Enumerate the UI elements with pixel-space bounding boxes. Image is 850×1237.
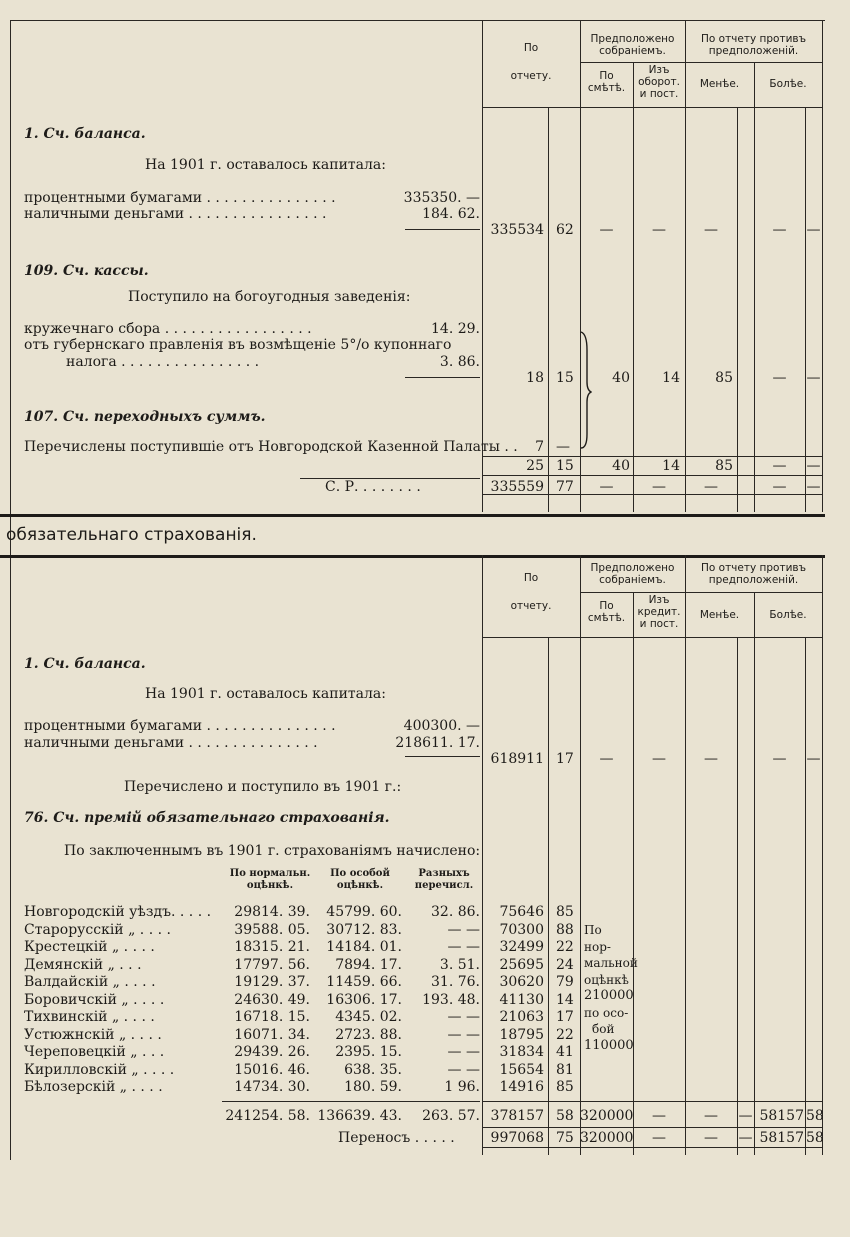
uezd-rub: 75646 — [499, 904, 544, 920]
s2-total-main-smeta: — — [599, 751, 614, 767]
totals-kop: 58 — [556, 1108, 574, 1124]
uezd-osob: 30712. 83. — [326, 921, 402, 938]
perenos-rub: 997068 — [490, 1130, 544, 1146]
account-76-title: 76. Сч. премій обязательнаго страхованія. — [24, 810, 390, 826]
uezd-raz: — — — [447, 1061, 480, 1078]
col-raz-header: Разныхъ перечисл. — [414, 868, 474, 891]
uezd-norm: 16071. 34. — [234, 1026, 310, 1043]
total-main-smeta: — — [599, 222, 614, 238]
uezd-name: Старорусскій „ . . . . — [24, 921, 171, 938]
perenos-bolee-rub: 58157 — [759, 1130, 804, 1146]
section-banner — [0, 514, 825, 558]
s2-row-dengi-value: 218611. 17. — [395, 735, 480, 751]
subtotal-oborot: 14 — [662, 458, 680, 474]
sr-last: — — [806, 479, 821, 495]
row-dengi-label: наличными деньгами . . . . . . . . . . . . . . . . — [24, 206, 327, 222]
uezd-raz: — — — [447, 1026, 480, 1043]
perenos-bolee-kop: 58 — [806, 1130, 824, 1146]
total-109-last: — — [806, 370, 821, 386]
subtotal-smeta: 40 — [612, 458, 630, 474]
perenos-label: Переносъ . . . . . — [338, 1130, 455, 1146]
subtotal-menee: 85 — [715, 458, 733, 474]
totals-raz: 263. 57. — [422, 1108, 480, 1124]
totals-kredit: — — [652, 1108, 666, 1124]
uezd-name: Череповецкій „ . . . — [24, 1044, 165, 1060]
row-bumagi-value: 335350. — — [403, 190, 480, 206]
sr-kop: 77 — [556, 479, 574, 495]
s2-col-header-iz-kredit: Изъ кредит. и пост. — [637, 594, 681, 630]
uezd-norm: 19129. 37. — [234, 974, 310, 990]
col-header-po: По — [523, 42, 539, 54]
s2-sum-rule — [405, 756, 480, 757]
totals-rub: 378157 — [490, 1108, 544, 1124]
uezd-raz: — — — [447, 921, 480, 938]
uezd-raz: — — — [447, 1009, 480, 1025]
uezd-osob: 7894. 17. — [335, 956, 402, 973]
sr-smeta: — — [599, 479, 614, 495]
totals-norm: 241254. 58. — [225, 1108, 310, 1124]
total-main-menee: — — [704, 222, 718, 238]
uezd-osob: 16306. 17. — [326, 991, 402, 1008]
sum-rule-109 — [405, 377, 480, 378]
uezd-name: Кирилловскій „ . . . . — [24, 1061, 175, 1078]
perenos-kop: 75 — [556, 1130, 574, 1146]
total-main-kop: 62 — [556, 222, 574, 238]
perenos-smeta: 320000 — [580, 1130, 634, 1146]
uezd-norm: 15016. 46. — [234, 1061, 310, 1078]
uezd-rub: 70300 — [499, 921, 544, 938]
s2-col-header-po-smete: По смѣтѣ. — [587, 600, 626, 624]
s2-col-header-predpolozheno: Предположено собраніемъ. — [590, 562, 675, 586]
uezd-kop: 41 — [556, 1044, 574, 1060]
s2-col-header-po: По — [523, 572, 539, 584]
perechisleno-heading: Перечислено и поступило въ 1901 г.: — [124, 779, 402, 795]
s2-totals-rule — [222, 1101, 480, 1102]
uezd-norm: 14734. 30. — [234, 1079, 310, 1095]
uezd-raz: — — — [447, 939, 480, 955]
col-header-menee: Менѣе. — [699, 78, 740, 90]
uezd-rub: 31834 — [499, 1044, 544, 1060]
uezd-kop: 81 — [556, 1061, 574, 1078]
s2-ostavalos-heading: На 1901 г. оставалось капитала: — [145, 686, 386, 702]
total-main-rub: 335534 — [490, 222, 544, 238]
uezd-kop: 17 — [556, 1009, 574, 1025]
uezd-rub: 18795 — [499, 1026, 544, 1043]
uezd-kop: 85 — [556, 1079, 574, 1095]
col-norm-header: По нормальн. оцѣнкѣ. — [229, 868, 311, 891]
totals-bolee-kop: 58 — [806, 1108, 824, 1124]
col-header-po-otchetu-protiv: По отчету противъ предположеній. — [700, 33, 807, 57]
uezd-norm: 18315. 21. — [234, 939, 310, 955]
sum-rule — [405, 229, 480, 230]
uezd-name: Новгородскій уѣздъ. . . . . — [24, 904, 212, 920]
s2-total-main-last: — — [806, 751, 821, 767]
uezd-rub: 32499 — [499, 939, 544, 955]
col-header-bolee: Болѣе. — [769, 78, 807, 90]
totals-menee-kop: — — [738, 1108, 753, 1124]
uezd-rub: 15654 — [499, 1061, 544, 1078]
subtotal-rub: 25 — [526, 458, 544, 474]
uezd-raz: 31. 76. — [431, 974, 480, 990]
sr-bolee: — — [772, 479, 787, 495]
totals-smeta: 320000 — [580, 1108, 634, 1124]
uezd-osob: 2395. 15. — [335, 1044, 402, 1060]
uezd-norm: 24630. 49. — [234, 991, 310, 1008]
sr-menee: — — [704, 479, 718, 495]
row-kruzh-label: кружечнаго сбора . . . . . . . . . . . . . . . . . — [24, 321, 312, 337]
smeta-note: По нор- мальной оцѣнкѣ 210000 по осо- бой 110000 — [584, 923, 638, 1053]
account-1-title: 1. Сч. баланса. — [24, 126, 146, 142]
s2-row-bumagi-value: 400300. — — [403, 718, 480, 734]
row-dengi-value: 184. 62. — [422, 206, 480, 222]
left-margin-rule — [10, 20, 11, 1160]
uezd-rub: 21063 — [499, 1009, 544, 1025]
uezd-name: Устюжнскій „ . . . . — [24, 1026, 162, 1043]
uezd-norm: 16718. 15. — [234, 1009, 310, 1025]
uezd-osob: 45799. 60. — [326, 904, 402, 920]
uezd-rub: 25695 — [499, 956, 544, 973]
row-kruzh-value: 14. 29. — [431, 321, 480, 337]
uezd-name: Тихвинскій „ . . . . — [24, 1009, 155, 1025]
uezd-rub: 41130 — [499, 991, 544, 1008]
uezd-norm: 29814. 39. — [234, 904, 310, 920]
totals-bolee-rub: 58157 — [759, 1108, 804, 1124]
uezd-raz: 193. 48. — [422, 991, 480, 1008]
s2-col-header-po-otchetu-protiv: По отчету противъ предположеній. — [700, 562, 807, 586]
uezd-kop: 14 — [556, 991, 574, 1008]
total-109-oborot: 14 — [662, 370, 680, 386]
subtotal-kop: 15 — [556, 458, 574, 474]
totals-osob: 136639. 43. — [317, 1108, 402, 1124]
account-109-title: 109. Сч. кассы. — [24, 263, 149, 279]
totals-menee: — — [704, 1108, 718, 1124]
uezd-name: Демянскій „ . . . — [24, 956, 142, 973]
uezd-name: Бѣлозерскій „ . . . . — [24, 1079, 163, 1095]
col-header-iz-oborot: Изъ оборот. и пост. — [638, 64, 680, 100]
uezd-kop: 22 — [556, 939, 574, 955]
uezd-name: Валдайскій „ . . . . — [24, 974, 156, 990]
postupilo-heading: Поступило на богоугодныя заведенія: — [128, 289, 411, 305]
uezd-osob: 638. 35. — [344, 1061, 402, 1078]
uezd-kop: 85 — [556, 904, 574, 920]
s2-total-main-kop: 17 — [556, 751, 574, 767]
row-perech-label: Перечислены поступившіе отъ Новгородской Казенной Палаты . . — [24, 439, 518, 455]
uezd-kop: 24 — [556, 956, 574, 973]
uezd-osob: 4345. 02. — [335, 1009, 402, 1025]
section-banner-title: обязательнаго страхованія. — [6, 525, 257, 545]
uezd-rub: 14916 — [499, 1079, 544, 1095]
sr-label: С. Р. . . . . . . . — [325, 479, 421, 495]
total-main-bolee: — — [772, 222, 787, 238]
uezd-kop: 88 — [556, 921, 574, 938]
account-107-title: 107. Сч. переходныхъ суммъ. — [24, 409, 266, 425]
total-109-bolee: — — [772, 370, 787, 386]
uezd-raz: 3. 51. — [439, 956, 480, 973]
uezd-osob: 11459. 66. — [326, 974, 402, 990]
col-header-otchetu: отчету. — [510, 70, 552, 82]
top-rule — [10, 20, 825, 21]
total-109-kop: 15 — [556, 370, 574, 386]
uezd-kop: 79 — [556, 974, 574, 990]
uezd-raz: — — — [447, 1044, 480, 1060]
uezd-norm: 17797. 56. — [234, 956, 310, 973]
sr-rub: 335559 — [490, 479, 544, 495]
s2-row-dengi-label: наличными деньгами . . . . . . . . . . . . . . . — [24, 735, 318, 751]
s2-total-main-bolee: — — [772, 751, 787, 767]
uezd-osob: 14184. 01. — [326, 939, 402, 955]
s2-col-header-otchetu: отчету. — [510, 600, 552, 612]
uezd-name: Боровичскій „ . . . . — [24, 991, 165, 1008]
total-109-smeta: 40 — [612, 370, 630, 386]
s2-row-bumagi-label: процентными бумагами . . . . . . . . . . . . . . . — [24, 718, 336, 734]
perenos-menee: — — [704, 1130, 718, 1146]
col-header-predpolozheno: Предположено собраніемъ. — [590, 33, 675, 57]
po-zakl-heading: По заключеннымъ въ 1901 г. страхованіямъ начислено: — [64, 843, 481, 859]
ostavalos-heading: На 1901 г. оставалось капитала: — [145, 157, 386, 173]
uezd-raz: 1 96. — [444, 1079, 480, 1095]
total-109-rub: 18 — [526, 370, 544, 386]
perenos-menee-kop: — — [738, 1130, 753, 1146]
row-gub-label-2: налога . . . . . . . . . . . . . . . . — [66, 354, 260, 370]
s2-col-header-bolee: Болѣе. — [769, 609, 807, 621]
sr-oborot: — — [652, 479, 666, 495]
row-perech-kop: — — [556, 439, 570, 455]
brace-mark — [578, 330, 592, 450]
total-main-oborot: — — [652, 222, 666, 238]
uezd-raz: 32. 86. — [431, 904, 480, 920]
col-osob-header: По особой оцѣнкѣ. — [330, 868, 390, 891]
col-header-po-smete: По смѣтѣ. — [587, 70, 626, 94]
row-gub-value: 3. 86. — [439, 354, 480, 370]
s2-total-main-rub: 618911 — [490, 751, 544, 767]
row-bumagi-label: процентными бумагами . . . . . . . . . . . . . . . — [24, 190, 336, 206]
total-109-menee: 85 — [715, 370, 733, 386]
row-perech-rub: 7 — [535, 439, 544, 455]
total-main-last: — — [806, 222, 821, 238]
perenos-kredit: — — [652, 1130, 666, 1146]
subtotal-bolee: — — [772, 458, 787, 474]
s2-account-1-title: 1. Сч. баланса. — [24, 656, 146, 672]
uezd-osob: 2723. 88. — [335, 1026, 402, 1043]
uezd-kop: 22 — [556, 1026, 574, 1043]
s2-col-header-menee: Менѣе. — [699, 609, 740, 621]
uezd-norm: 29439. 26. — [234, 1044, 310, 1060]
uezd-name: Крестецкій „ . . . . — [24, 939, 155, 955]
subtotal-last: — — [806, 458, 821, 474]
row-gub-label-1: отъ губернскаго правленія въ возмѣщеніе 5°/о купоннаго — [24, 337, 452, 353]
uezd-rub: 30620 — [499, 974, 544, 990]
s2-total-main-menee: — — [704, 751, 718, 767]
uezd-osob: 180. 59. — [344, 1079, 402, 1095]
uezd-norm: 39588. 05. — [234, 921, 310, 938]
s2-total-main-kredit: — — [652, 751, 666, 767]
